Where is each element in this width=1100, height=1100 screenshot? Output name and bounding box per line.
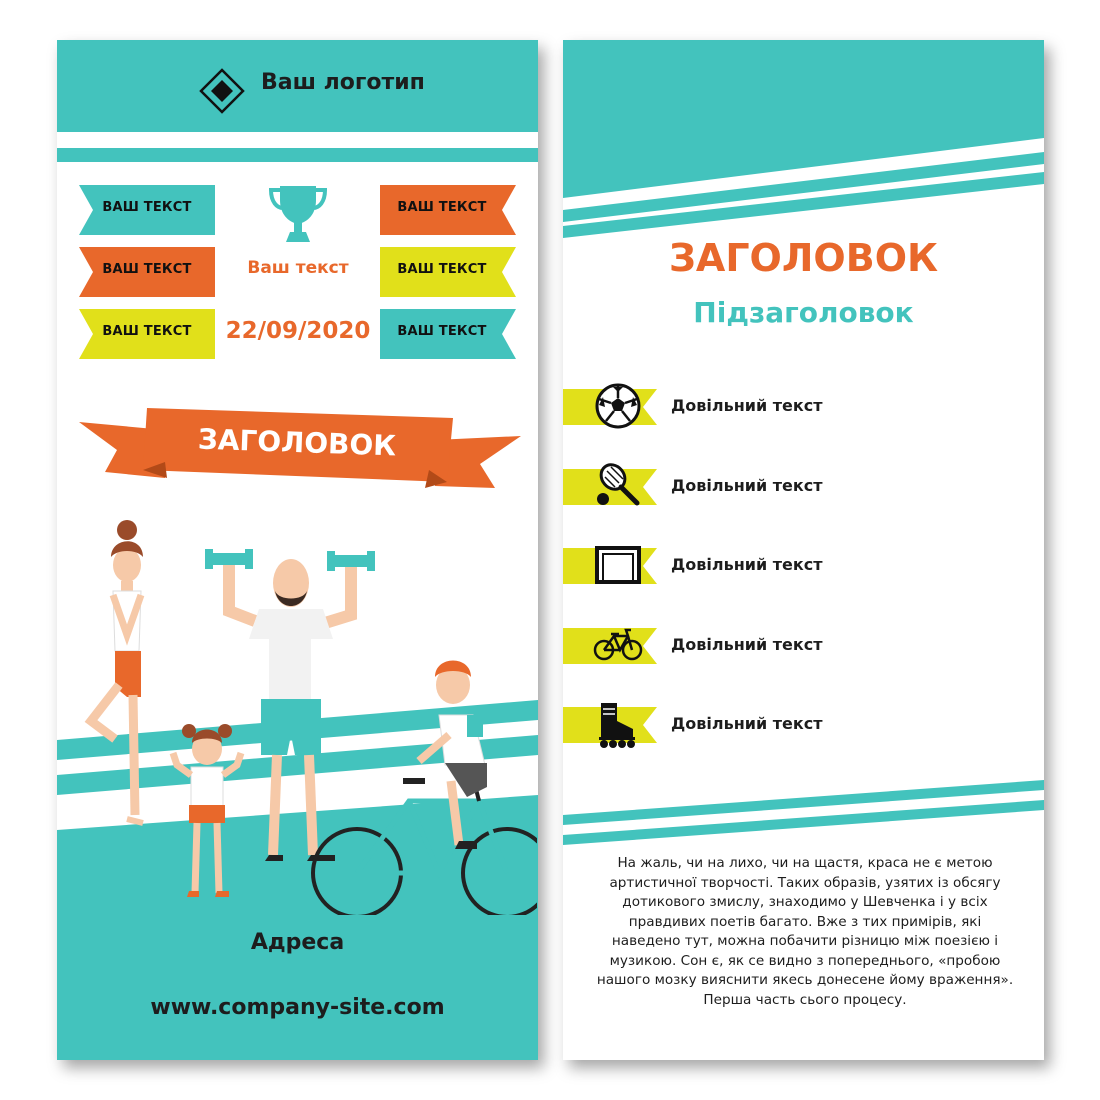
right-brochure-panel — [563, 40, 1044, 1060]
feature-item: Довільний текст — [563, 620, 1044, 670]
ribbon-label: ВАШ ТЕКСТ — [380, 247, 516, 297]
event-date: 22/09/2020 — [225, 318, 371, 344]
ribbon-label: ВАШ ТЕКСТ — [79, 247, 215, 297]
right-subtitle: Підзаголовок — [693, 296, 914, 329]
website-link[interactable]: www.company-site.com — [150, 995, 445, 1020]
ribbon-label: ВАШ ТЕКСТ — [79, 185, 215, 235]
center-text: Ваш текст — [247, 258, 349, 278]
logo-text: Ваш логотип — [261, 70, 425, 95]
football-goal-icon — [593, 540, 643, 590]
feature-item: Довільний текст — [563, 461, 1044, 511]
roller-skate-icon — [593, 699, 643, 749]
address-text: Адреса — [250, 930, 345, 955]
description-paragraph: На жаль, чи на лихо, чи на щастя, краса не є метою артистичної творчості. Таких образів, узятих із обсягу дотикового змислу, знаходимо у Шевченка і у всіх правдивих поетів багато. Вже з тих примірів, які наведено тут, можна побачити різницю між поезією і музикою. Сон є, як се видно з попереднього, «пробою нашого мозку вияснити якесь донесене йому враження». Перша часть сього процесу. — [596, 855, 1014, 1008]
tennis-racket-icon — [593, 461, 643, 511]
left-brochure-panel — [57, 40, 538, 1060]
trophy-icon — [268, 184, 328, 244]
feature-item: Довільний текст — [563, 699, 1044, 749]
diamond-logo-icon — [199, 68, 245, 114]
right-title: ЗАГОЛОВОК — [668, 236, 939, 280]
ribbon-label: ВАШ ТЕКСТ — [380, 309, 516, 359]
bicycle-icon — [593, 620, 643, 670]
ribbon-label: ВАШ ТЕКСТ — [380, 185, 516, 235]
ribbon-label: ВАШ ТЕКСТ — [79, 309, 215, 359]
banner-title: ЗАГОЛОВОК — [197, 422, 397, 463]
feature-item: Довільний текст — [563, 540, 1044, 590]
feature-item: Довільний текст — [563, 381, 1044, 431]
family-sport-illustration — [77, 505, 537, 915]
soccer-ball-icon — [593, 381, 643, 431]
